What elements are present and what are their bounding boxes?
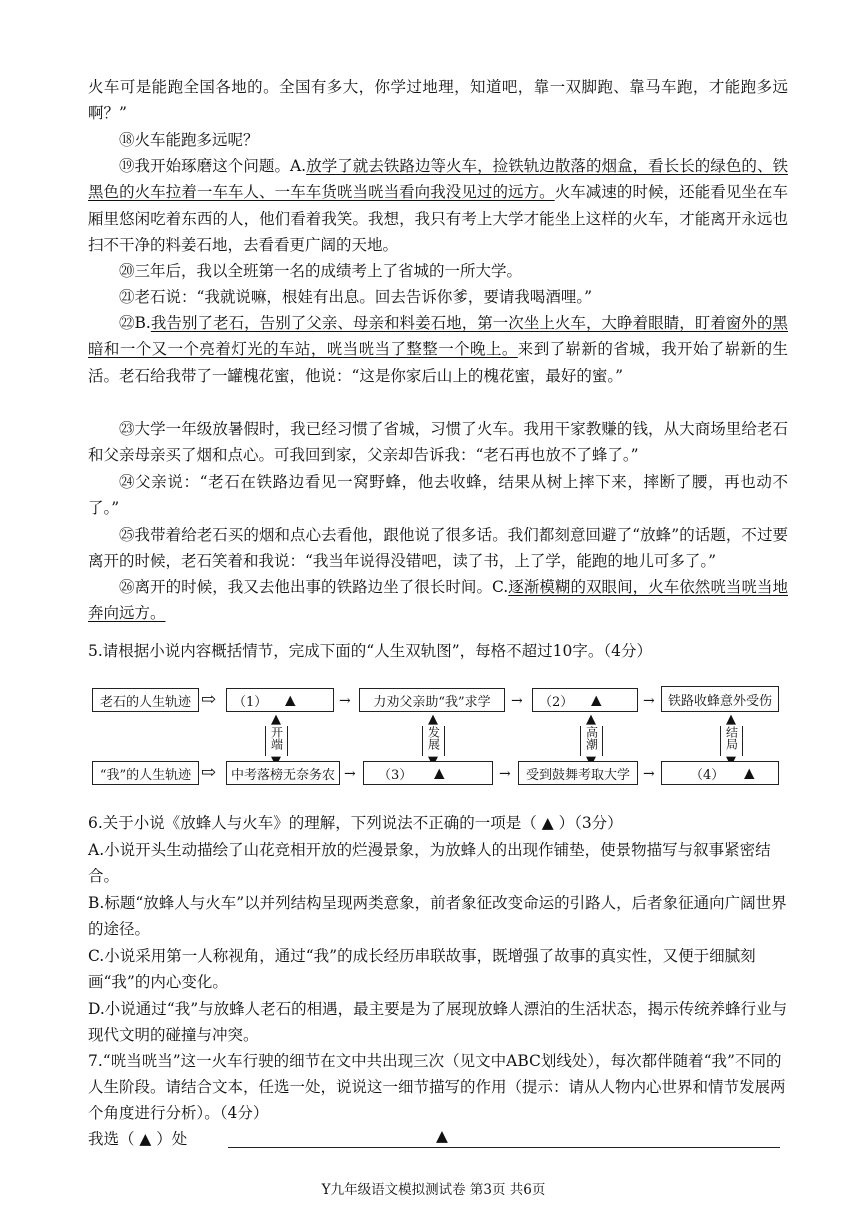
stage-fazhan: ▲ 发展 — [422, 714, 444, 768]
paragraph-22-lead: ㉒B. — [119, 314, 151, 332]
blank-box-3[interactable]: （3） ▲ — [363, 761, 493, 785]
arrow-icon: → — [344, 766, 356, 782]
paragraph-22 — [88, 310, 788, 389]
triangle-up-icon: ▲ — [726, 712, 736, 727]
paragraph-26-lead: ㉖离开的时候，我又去他出事的铁路边坐了很长时间。C. — [119, 578, 509, 596]
underline-c: 逐渐模糊的双眼间，火车依然咣当咣当地奔向远方。 — [88, 578, 788, 623]
question-5: 5.请根据小说内容概括情节，完成下面的“人生双轨图”，每格不超过10字。（4分） — [88, 642, 652, 660]
paragraph-18: ⑱火车能跑多远呢？ — [119, 131, 259, 149]
arrow-icon: → — [511, 693, 523, 709]
paragraph-21: ㉑老石说：“我就说嘛，根娃有出息。回去告诉你爹，要请我喝酒哩。” — [119, 288, 593, 306]
option-a[interactable]: A.小说开头生动描绘了山花竞相开放的烂漫景象，为放蜂人的出现作铺垫，使景物描写与叙事紧密结合。 — [88, 841, 771, 886]
underline-b: 我告别了老石，告别了父亲、母亲和料姜石地，第一次坐上火车，大睁着眼睛，盯着窗外的黑暗和一个又一个亮着灯光的车站，咣当咣当了整整一个晚上。 — [88, 314, 788, 359]
triangle-up-icon: ▲ — [428, 712, 438, 727]
paragraph-23: ㉓大学一年级放暑假时，我已经习惯了省城，习惯了火车。我用干家教赚的钱，从大商场里给老石和父亲母亲买了烟和点心。可我回到家，父亲却告诉我：“老石再也放不了蜂了。” — [88, 420, 788, 465]
arrow-icon: → — [499, 766, 511, 782]
plot-box-bottom-1: 中考落榜无奈务农 — [226, 761, 340, 785]
track-label-laoshi: 老石的人生轨迹 — [92, 688, 199, 712]
paragraph-25: ㉕我带着给老石买的烟和点心去看他，跟他说了很多话。我们都刻意回避了“放蜂”的话题，不过要离开的时候，老石笑着和我说：“我当年说得没错吧，读了书，上了学，能跑的地儿可多了。” — [88, 526, 788, 571]
plot-box-top-2: 力劝父亲助“我”求学 — [359, 688, 505, 712]
arrow-icon: → — [339, 693, 351, 709]
answer-mark-icon: ▲ — [436, 1127, 448, 1145]
stage-gaochao: ▲ 高潮 — [580, 714, 602, 768]
stage-jieju: ▲ 结局 — [720, 714, 742, 768]
question-7: 7.“咣当咣当”这一火车行驶的细节在文中共出现三次（见文中ABC划线处），每次都伴随着“我”不同的人生阶段。请结合文本，任选一处，说说这一细节描写的作用（提示：请从人物内心世界和情节发展两个角度进行分析）。（4分） — [88, 1052, 786, 1122]
paragraph-19-rest: 火车减速的时候，还能看见坐在车厢里悠闲吃着东西的人，他们看着我笑。我想，我只有考上大学才能坐上这样的火车，才能离开永远也扫不干净的料姜石地，去看看更广阔的天地。 — [88, 183, 788, 255]
paragraph-24: ㉔父亲说：“老石在铁路边看见一窝野蜂，他去收蜂，结果从树上摔下来，摔断了腰，再也动不了。” — [88, 473, 788, 518]
question-6: 6.关于小说《放蜂人与火车》的理解，下列说法不正确的一项是（ ▲ ）（3分） — [88, 814, 623, 832]
triangle-up-icon: ▲ — [586, 712, 596, 727]
underline-a: 放学了就去铁路边等火车，捡铁轨边散落的烟盒，看长长的绿色的、铁黑色的火车拉着一车车人、一车车货咣当咣当看向我没见过的远方。 — [88, 157, 788, 202]
blank-box-2[interactable]: （2） ▲ — [532, 688, 638, 712]
hollow-arrow-icon: ⇨ — [201, 689, 217, 710]
blank-box-4[interactable]: （4） ▲ — [661, 761, 779, 785]
paragraph-17-end: 火车可是能跑全国各地的。全国有多大，你学过地理，知道吧，靠一双脚跑、靠马车跑，才能跑多远啊？” — [88, 78, 788, 123]
answer-mark-icon: ▲ — [285, 692, 296, 708]
paragraph-19 — [88, 153, 788, 259]
paragraph-26 — [88, 574, 788, 627]
answer-choice[interactable]: 我选（ ▲ ）处 — [88, 1130, 188, 1148]
option-d[interactable]: D.小说通过“我”与放蜂人老石的相遇，最主要是为了展现放蜂人漂泊的生活状态，揭示传统养蜂行业与现代文明的碰撞与冲突。 — [88, 1000, 788, 1045]
answer-mark-icon: ▲ — [744, 765, 755, 781]
paragraph-19-lead: ⑲我开始琢磨这个问题。A. — [119, 157, 307, 175]
blank-box-1[interactable]: （1） ▲ — [226, 688, 334, 712]
arrow-icon: → — [643, 766, 655, 782]
stage-kaiduan: ▲ 开端 — [265, 714, 287, 768]
page-footer: Y九年级语文模拟测试卷 第3页 共6页 — [321, 1182, 546, 1198]
option-c[interactable]: C.小说采用第一人称视角，通过“我”的成长经历串联故事，既增强了故事的真实性，又便于细腻刻画“我”的内心变化。 — [88, 947, 756, 992]
arrow-icon: → — [643, 693, 655, 709]
hollow-arrow-icon: ⇨ — [201, 762, 217, 783]
answer-mark-icon: ▲ — [434, 765, 445, 781]
option-b[interactable]: B.标题“放蜂人与火车”以并列结构呈现两类意象，前者象征改变命运的引路人，后者象征通向广阔世界的途径。 — [88, 894, 787, 939]
paragraph-22-rest: 来到了崭新的省城，我开始了崭新的生活。老石给我带了一罐槐花蜜，他说：“这是你家后山上的槐花蜜，最好的蜜。” — [88, 340, 788, 385]
answer-mark-icon: ▲ — [591, 692, 602, 708]
paragraph-20: ⑳三年后，我以全班第一名的成绩考上了省城的一所大学。 — [119, 262, 523, 280]
plot-box-bottom-3: 受到鼓舞考取大学 — [518, 761, 638, 785]
answer-underline[interactable] — [228, 1147, 780, 1148]
triangle-up-icon: ▲ — [271, 712, 281, 727]
track-label-me: “我”的人生轨迹 — [92, 761, 199, 785]
plot-box-top-4: 铁路收蜂意外受伤 — [661, 686, 779, 712]
